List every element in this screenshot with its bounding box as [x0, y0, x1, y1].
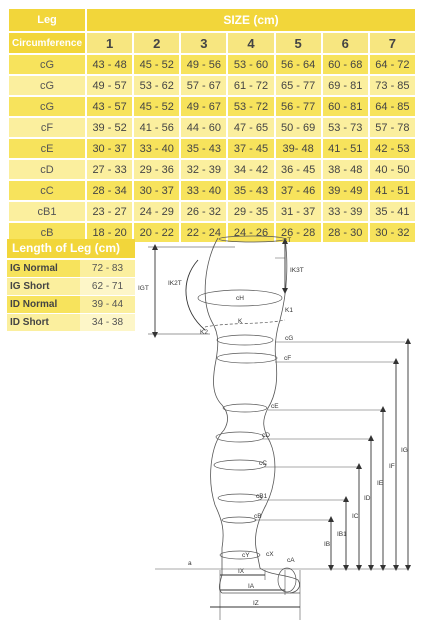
label-IA: IA	[248, 583, 255, 590]
knee-line	[205, 320, 285, 327]
size-cell: 65 - 77	[276, 76, 321, 95]
size-header: 7	[370, 33, 415, 53]
size-cell: 33 - 39	[323, 202, 368, 221]
size-cell: 34 - 42	[228, 160, 273, 179]
size-cell: 53 - 62	[134, 76, 179, 95]
label-IG: IG	[401, 447, 408, 454]
size-cell: 38 - 48	[323, 160, 368, 179]
size-cell: 22 - 24	[181, 223, 226, 242]
size-row	[9, 139, 415, 158]
label-IZ: IZ	[253, 600, 259, 607]
size-cell: 41 - 51	[323, 139, 368, 158]
size-cell: 73 - 85	[370, 76, 415, 95]
label-a: a	[188, 560, 192, 567]
size-cell: 24 - 26	[228, 223, 273, 242]
size-cell: 24 - 29	[134, 202, 179, 221]
size-cell: 44 - 60	[181, 118, 226, 137]
size-cell: 39- 48	[276, 139, 321, 158]
ellipse-cD	[216, 432, 264, 442]
size-cell: 45 - 52	[134, 55, 179, 74]
label-ID: ID	[364, 495, 371, 502]
size-cell: 32 - 39	[181, 160, 226, 179]
size-cell: 56 - 77	[276, 97, 321, 116]
size-cell: 43 - 57	[87, 97, 132, 116]
length-label: ID Short	[7, 314, 80, 331]
row-label: cG	[9, 97, 85, 116]
length-value: 34 - 38	[80, 314, 135, 331]
label-IE: IE	[377, 480, 384, 487]
label-cE: cE	[271, 403, 279, 410]
size-header: 6	[323, 33, 368, 53]
ellipse-cB	[222, 517, 256, 523]
size-cell: 28 - 34	[87, 181, 132, 200]
size-cell: 49 - 67	[181, 97, 226, 116]
row-label: cD	[9, 160, 85, 179]
label-K2: K2	[200, 329, 208, 336]
row-label: cC	[9, 181, 85, 200]
size-cell: 56 - 64	[276, 55, 321, 74]
row-label: cG	[9, 76, 85, 95]
label-cT: cT	[284, 237, 292, 244]
ellipse-cY	[220, 551, 260, 559]
row-label: cB	[9, 223, 85, 242]
label-cG: cG	[285, 335, 294, 342]
header-leg: Leg	[9, 9, 85, 31]
size-cell: 30 - 37	[87, 139, 132, 158]
size-cell: 29 - 35	[228, 202, 273, 221]
length-value: 39 - 44	[80, 296, 135, 313]
size-cell: 42 - 53	[370, 139, 415, 158]
size-cell: 31 - 37	[276, 202, 321, 221]
label-IF: IF	[389, 463, 395, 470]
size-cell: 28 - 30	[323, 223, 368, 242]
size-row	[9, 97, 415, 116]
size-cell: 23 - 27	[87, 202, 132, 221]
row-label: cB1	[9, 202, 85, 221]
row-label: cE	[9, 139, 85, 158]
size-cell: 26 - 32	[181, 202, 226, 221]
size-header: 4	[228, 33, 273, 53]
size-row	[9, 160, 415, 179]
size-cell: 64 - 72	[370, 55, 415, 74]
size-cell: 33 - 40	[134, 139, 179, 158]
label-cC: cC	[259, 460, 267, 467]
length-label: ID Normal	[7, 296, 80, 313]
label-cB1: cB1	[256, 493, 268, 500]
ellipse-cE	[223, 404, 267, 412]
size-cell: 36 - 45	[276, 160, 321, 179]
label-cA: cA	[287, 557, 295, 564]
label-cD: cD	[262, 432, 270, 439]
size-cell: 30 - 37	[134, 181, 179, 200]
size-cell: 35 - 41	[370, 202, 415, 221]
ellipse-cT	[219, 236, 285, 242]
length-table-title: Length of Leg (cm)	[7, 239, 135, 258]
leg-measurement-diagram	[0, 230, 429, 630]
size-header: 2	[134, 33, 179, 53]
size-cell: 39 - 52	[87, 118, 132, 137]
size-cell: 41 - 56	[134, 118, 179, 137]
size-row	[9, 202, 415, 221]
label-cX: cX	[266, 551, 274, 558]
length-value: 62 - 71	[80, 278, 135, 295]
size-cell: 37 - 45	[228, 139, 273, 158]
size-header: 1	[87, 33, 132, 53]
size-cell: 57 - 67	[181, 76, 226, 95]
header-circumference: Circumference	[9, 33, 85, 53]
size-cell: 39 - 49	[323, 181, 368, 200]
size-cell: 49 - 56	[181, 55, 226, 74]
size-cell: 35 - 43	[181, 139, 226, 158]
ellipse-cA	[278, 568, 296, 592]
row-label: cF	[9, 118, 85, 137]
size-header: 5	[276, 33, 321, 53]
size-cell: 64 - 85	[370, 97, 415, 116]
label-IB: IB	[324, 541, 331, 548]
size-cell: 29 - 36	[134, 160, 179, 179]
size-cell: 33 - 40	[181, 181, 226, 200]
size-cell: 53 - 60	[228, 55, 273, 74]
length-label: IG Normal	[7, 260, 80, 277]
label-IGT: IGT	[138, 285, 149, 292]
header-size: SIZE (cm)	[87, 9, 415, 31]
label-cH: cH	[236, 295, 244, 302]
label-IK3T: IK3T	[290, 267, 304, 274]
size-cell: 61 - 72	[228, 76, 273, 95]
size-cell: 49 - 57	[87, 76, 132, 95]
size-cell: 60 - 81	[323, 97, 368, 116]
label-K1: K1	[285, 307, 293, 314]
label-IK2T: IK2T	[168, 280, 182, 287]
size-cell: 41 - 51	[370, 181, 415, 200]
label-IX: IX	[238, 568, 245, 575]
size-cell: 47 - 65	[228, 118, 273, 137]
label-K: K	[238, 318, 243, 325]
size-cell: 20 - 22	[134, 223, 179, 242]
size-cell: 43 - 48	[87, 55, 132, 74]
row-label: cG	[9, 55, 85, 74]
length-label: IG Short	[7, 278, 80, 295]
size-cell: 27 - 33	[87, 160, 132, 179]
size-cell: 53 - 72	[228, 97, 273, 116]
label-cF: cF	[284, 355, 292, 362]
ellipse-cG	[217, 335, 273, 345]
size-table	[7, 7, 417, 244]
label-cB: cB	[254, 513, 262, 520]
size-cell: 18 - 20	[87, 223, 132, 242]
size-row	[9, 55, 415, 74]
length-value: 72 - 83	[80, 260, 135, 277]
size-cell: 57 - 78	[370, 118, 415, 137]
ellipse-cF	[217, 353, 277, 363]
size-cell: 37 - 46	[276, 181, 321, 200]
size-cell: 69 - 81	[323, 76, 368, 95]
size-row	[9, 181, 415, 200]
label-IB1: IB1	[337, 531, 347, 538]
size-cell: 60 - 68	[323, 55, 368, 74]
size-row	[9, 118, 415, 137]
label-cY: cY	[242, 552, 250, 559]
size-cell: 53 - 73	[323, 118, 368, 137]
size-cell: 30 - 32	[370, 223, 415, 242]
size-cell: 45 - 52	[134, 97, 179, 116]
size-cell: 50 - 69	[276, 118, 321, 137]
size-row	[9, 76, 415, 95]
arrow-IK2T	[186, 260, 205, 330]
size-cell: 26 - 28	[276, 223, 321, 242]
size-cell: 40 - 50	[370, 160, 415, 179]
size-cell: 35 - 43	[228, 181, 273, 200]
label-IC: IC	[352, 513, 359, 520]
size-header: 3	[181, 33, 226, 53]
